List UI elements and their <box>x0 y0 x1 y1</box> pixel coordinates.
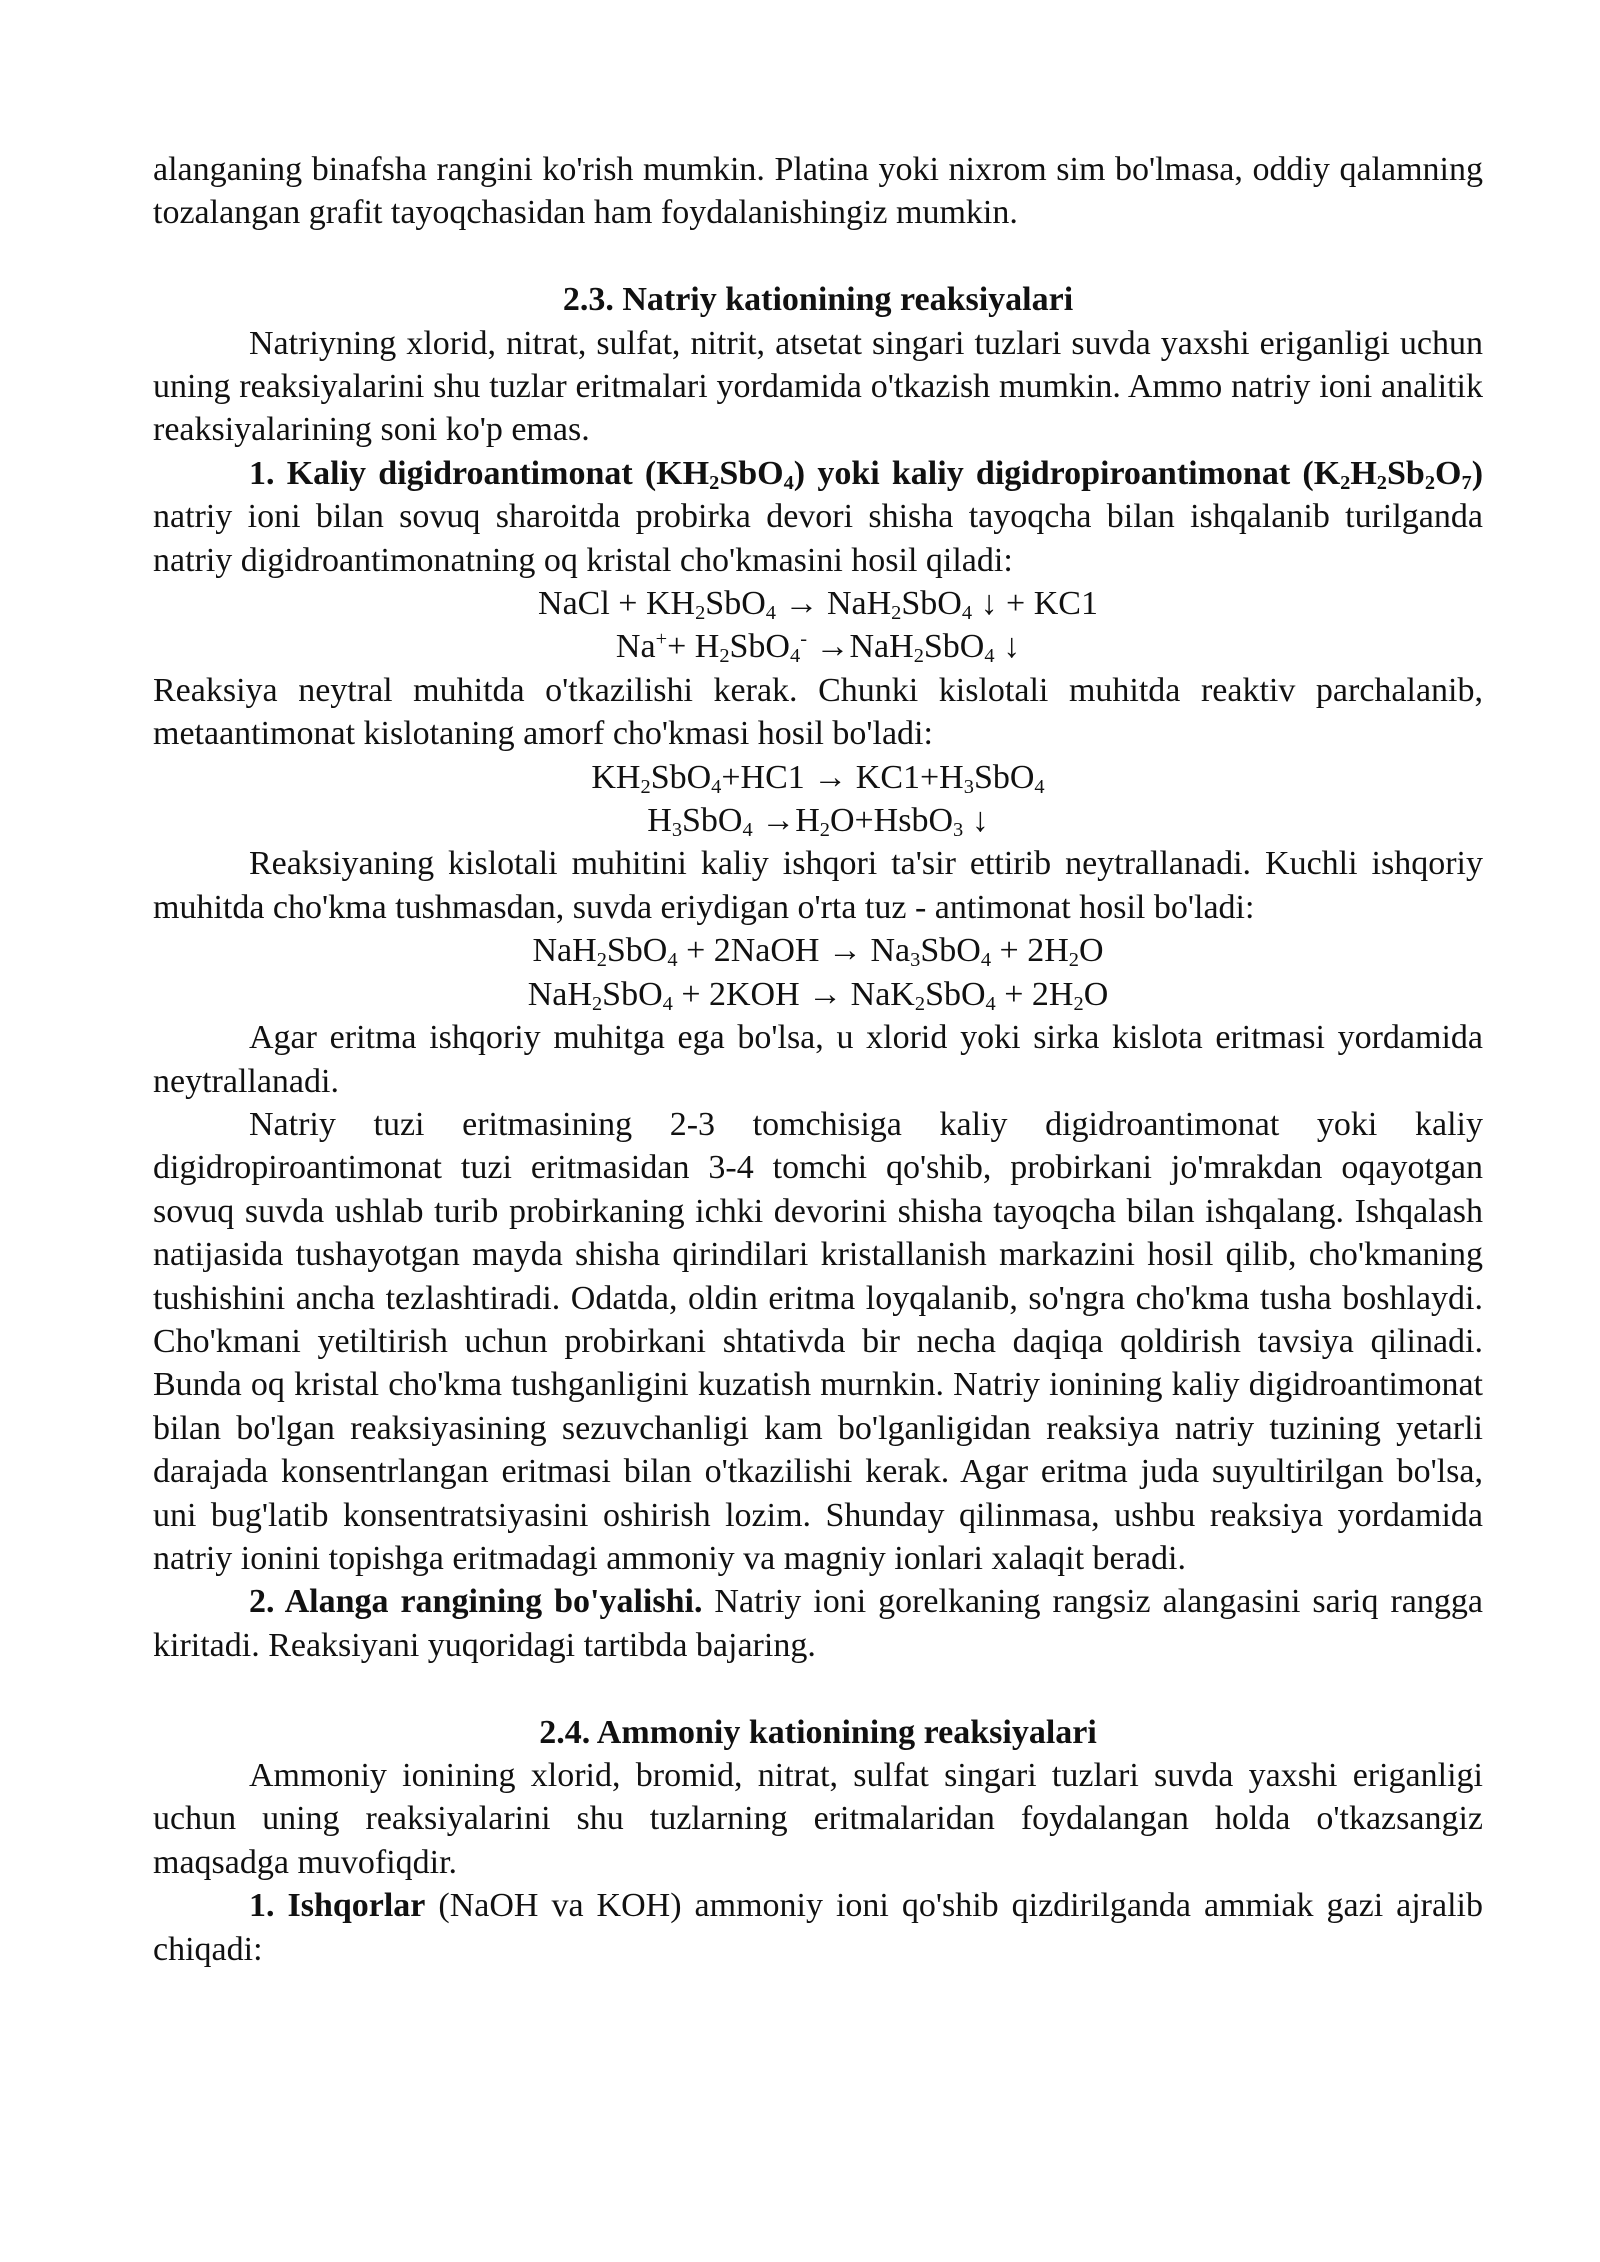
spacer <box>153 235 1483 278</box>
sodium-paragraph-2: Reaksiya neytral muhitda o'tkazilishi kerak. Chunki kislotali muhitda reaktiv parchalanib, metaantimonat kislotaning amorf cho'kmasi hosil bo'ladi: <box>153 671 1483 753</box>
sodium-item-2-title: 2. Alanga rangining bo'yalishi. <box>249 1583 703 1621</box>
equation-6: $NaH_2SbO_4 + 2KOH \to NaK_2SbO_4 + 2H_2O$ <box>527 975 1109 1015</box>
equation-3: $KH_2SbO_4+HC1 \to KC1+H_3SbO_4$ <box>591 758 1045 798</box>
sodium-item-2: 2. Alanga rangining bo'yalishi. Natriy ioni gorelkaning rangsiz alangasini sariq rangga kiritadi. Reaksiyani yuqoridagi tartibda bajaring. <box>153 1583 1483 1664</box>
spacer <box>153 1667 1483 1710</box>
section-heading-ammonium: 2.4. Ammoniy kationining reaksiyalari <box>539 1713 1097 1751</box>
sodium-item-1: 1. Kaliy digidroantimonat $(KH_2SbO_4)$ yoki kaliy digidropiroantimonat $(K_2H_2Sb_2O_7)$ natriy ioni bilan sovuq sharoitda probirka devori shisha tayoqcha bilan ishqalanib turilganda natriy digidroantimonatning oq kristal cho'kmasini hosil qiladi: <box>153 454 1484 579</box>
equation-2: $Na^++ H_2SbO_4^- \to NaH_2SbO_4$ ↓ <box>615 628 1021 668</box>
equation-4: $H_3SbO_4$ $\to H_2O+HsbO_3$ ↓ <box>647 802 989 842</box>
section-heading-sodium: 2.3. Natriy kationining reaksiyalari <box>562 281 1074 319</box>
ammonium-item-1-title: 1. Ishqorlar <box>249 1887 426 1925</box>
intro-paragraph: alanganing binafsha rangini ko'rish mumkin. Platina yoki nixrom sim bo'lmasa, oddiy qalamning tozalangan grafit tayoqchasidan ham foydalanishingiz mumkin. <box>153 151 1483 232</box>
sodium-paragraph-3: Reaksiyaning kislotali muhitini kaliy ishqori ta'sir ettirib neytrallanadi. Kuchli ishqoriy muhitda cho'kma tushmasdan, suvda eriydigan o'rta tuz - antimonat hosil bo'ladi: <box>153 845 1483 926</box>
equation-5: NaH$_2$SbO$_4$ + 2NaOH → $Na_3SbO_4 + 2H_2O$ <box>532 932 1104 972</box>
sodium-paragraph-5: Natriy tuzi eritmasining 2-3 tomchisiga kaliy digidroantimonat yoki kaliy digidropiroantimonat tuzi eritmasidan 3-4 tomchi qo'shib, probirkani jo'mrakdan oqayotgan sovuq suvda ushlab turib probirkaning ichki devorini shisha tayoqcha bilan ishqalang. Ishqalash natijasida tushayotgan mayda shisha qirindilari kristallanish markazini hosil qilib, cho'kmaning tushishini ancha tezlashtiradi. Odatda, oldin eritma loyqalanib, so'ngra cho'kma tusha boshlaydi. Cho'kmani yetiltirish uchun probirkani shtativda bir necha daqiqa qoldirish tavsiya qilinadi. Bunda oq kristal cho'kma tushganligini kuzatish murnkin. Natriy ionining kaliy digidroantimonat bilan bo'lgan reaksiyasining sezuvchanligi kam bo'lganligidan reaksiya natriy tuzining yetarli darajada konsentrlangan eritmasi bilan o'tkazilishi kerak. Agar eritma juda suyultirilgan bo'lsa, uni bug'latib konsentratsiyasini oshirish lozim. Shunday qilinmasa, ushbu reaksiya yordamida natriy ionini topishga eritmadagi ammoniy va magniy ionlari xalaqit beradi. <box>153 1105 1483 1577</box>
sodium-item-1-title: 1. Kaliy digidroantimonat $(KH_2SbO_4)$ yoki kaliy digidropiroantimonat $(K_2H_2Sb_2O_7)$ <box>249 454 1484 494</box>
sodium-paragraph-1: Natriyning xlorid, nitrat, sulfat, nitrit, atsetat singari tuzlari suvda yaxshi eriganligi uchun uning reaksiyalarini shu tuzlar eritmalari yordamida o'tkazish mumkin. Ammo natriy ioni analitik reaksiyalarining soni ko'p emas. <box>153 324 1483 449</box>
equation-1: NaCl + $KH_2SbO_4 \to NaH_2SbO_4$ ↓ + KC1 <box>538 585 1098 625</box>
sodium-paragraph-4: Agar eritma ishqoriy muhitga ega bo'lsa, u xlorid yoki sirka kislota eritmasi yordamida neytrallanadi. <box>153 1019 1483 1100</box>
ammonium-item-1: 1. Ishqorlar (NaOH va KOH) ammoniy ioni qo'shib qizdirilganda ammiak gazi ajralib chiqadi: <box>153 1887 1483 1968</box>
ammonium-paragraph-1: Ammoniy ionining xlorid, bromid, nitrat, sulfat singari tuzlari suvda yaxshi eriganligi uchun uning reaksiyalarini shu tuzlarning eritmalaridan foydalangan holda o'tkazsangiz maqsadga muvofiqdir. <box>153 1757 1483 1881</box>
page-content <box>153 148 1483 1971</box>
